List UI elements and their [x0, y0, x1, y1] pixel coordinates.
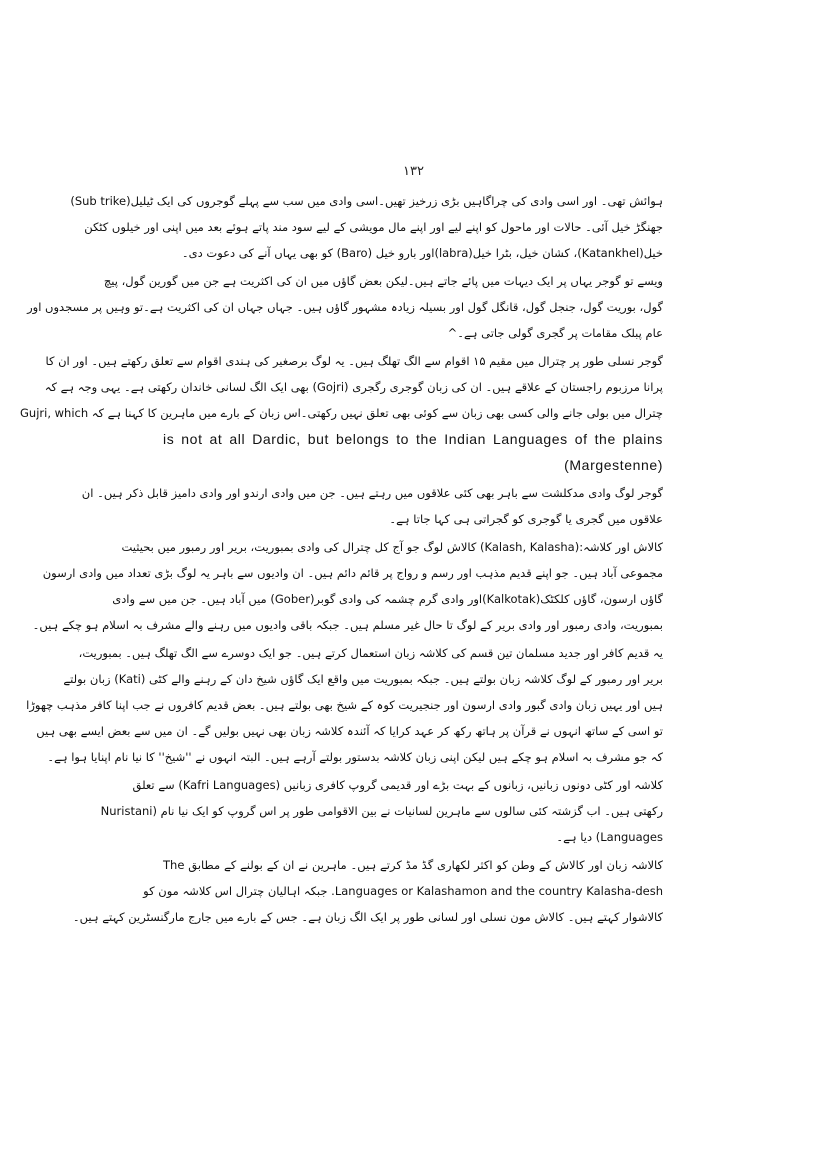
paragraph-line: کالاشہ زبان اور کالاش کے وطن کو اکثر لکھاری گڈ مڈ کرتے ہیں۔ ماہرین نے ان کے بولنے کے مطابق The [163, 858, 663, 872]
paragraph-line: مجموعی آباد ہیں۔ جو اپنے قدیم مذہب اور رسم و رواج پر قائم دائم ہیں۔ ان وادیوں سے باہر یہ لوگ بڑی تعداد میں وادی ارسون [42, 566, 663, 580]
paragraph-5 [32, 534, 663, 638]
paragraph-line: یہ قدیم کافر اور جدید مسلمان تین قسم کی کلاشہ زبان استعمال کرتے ہیں۔ جو ایک دوسرے سے الگ تھلگ ہیں۔ بمبوریت، [78, 646, 663, 660]
text-column [20, 188, 663, 932]
paragraph-line: بمبوریت، وادی رمبور اور وادی بریر کے لوگ تا حال غیر مسلم ہیں۔ جبکہ باقی وادیوں میں رہنے والے مشرف بہ اسلام ہو چکے ہیں۔ [32, 618, 663, 632]
paragraph-line: جھنگڑ خیل آئی۔ حالات اور ماحول کو اپنے لیے اور اپنے مال مویشی کے لیے سود مند پاتے ہوئے بعد میں اپنی اور خیلوں کٹکن [84, 220, 663, 234]
paragraph-4 [81, 480, 663, 532]
paragraph-line: چترال میں بولی جانے والی کسی بھی زبان سے کوئی بھی تعلق نہیں رکھتی۔اس زبان کے بارے میں ماہرین کا کہنا ہے کہ Gujri, which [20, 406, 663, 420]
paragraph-line: ہیں اور یہیں زبان وادی گبور وادی ارسون اور جنجیریت کوہ کے شیخ بھی بولتے ہیں۔ بعض قدیم کافروں نے جب اپنا کافر مذہب چھوڑا [26, 698, 663, 712]
paragraph-2 [27, 268, 663, 346]
paragraph-line: Languages or Kalashamon and the country Kalasha-desh. جبکہ اہالیان چترال اس کلاشہ مون کو [143, 884, 663, 898]
paragraph-line: خیل(Katankhel)، کشان خیل، بٹرا خیل(labra)اور بارو خیل (Baro) کو بھی یہاں آنے کی دعوت دی۔ [181, 246, 663, 260]
paragraph-1 [70, 188, 663, 266]
paragraph-line: رکھتی ہیں۔ اب گزشتہ کئی سالوں سے ماہرین لسانیات نے بین الاقوامی طور پر اس گروپ کو ایک نیا نام (Nuristani [100, 804, 663, 818]
paragraph-line: تو اسی کے ساتھ انہوں نے قرآن پر ہاتھ رکھ کر عہد کرایا کہ آئندہ کلاشہ زبان بھی نہیں بولیں گے۔ ان میں سے بعض ایسے بھی ہیں [36, 724, 663, 738]
paragraph-7 [100, 772, 663, 850]
english-quote-line: is not at all Dardic, but belongs to the Indian Languages of the plains [163, 431, 663, 447]
paragraph-line: کلاشہ اور کٹی دونوں زبانیں، زبانوں کے بہت بڑے اور قدیمی گروپ کافری زبانیں (Kafri Languages) سے تعلق [132, 778, 663, 792]
citation-line: (Margestenne) [564, 457, 663, 473]
paragraph-line: کالاشوار کہتے ہیں۔ کالاش مون نسلی اور لسانی طور پر ایک الگ زبان ہے۔ جس کے بارے میں جارج مارگنسٹرین کہتے ہیں۔ [72, 910, 663, 924]
paragraph-line: علاقوں میں گجری یا گوجری کو گجراتی ہی کہا جاتا ہے۔ [389, 512, 663, 526]
paragraph-line: گاؤں ارسون، گاؤں کلکٹک(Kalkotak)اور وادی گرم چشمہ کی وادی گوبر(Gober) میں آباد ہیں۔ جن میں سے وادی [112, 592, 663, 606]
paragraph-line: گوجر نسلی طور پر چترال میں مقیم ۱۵ اقوام سے الگ تھلگ ہیں۔ یہ لوگ برصغیر کی ہندی اقوام سے تعلق رکھتے ہیں۔ اور ان کا [45, 354, 663, 368]
paragraph-line: Languages) دیا ہے۔ [556, 830, 663, 844]
paragraph-3 [20, 348, 663, 478]
paragraph-line: بریر اور رمبور کے لوگ کلاشہ زبان بولتے ہیں۔ جبکہ بمبوریت میں واقع ایک گاؤں شیخ دان کے رہنے والے کٹی (Kati) زبان بولتے [63, 672, 663, 686]
paragraph-line: کالاش اور کلاشہ:(Kalash, Kalasha) کالاش لوگ جو آج کل چترال کی وادی بمبوریت، بریر اور رمبور میں بحیثیت [121, 540, 663, 554]
paragraph-line: ہوائش تھی۔ اور اسی وادی کی چراگاہیں بڑی زرخیز تھیں۔اسی وادی میں سب سے پہلے گوجروں کی ایک ٹیلیل(Sub trike) [70, 194, 663, 208]
paragraph-8 [72, 852, 663, 930]
page-number: ۱۳۲ [403, 164, 424, 179]
paragraph-line: پرانا مرزبوم راجستان کے علاقے ہیں۔ ان کی زبان گوجری رگجری (Gojri) بھی ایک الگ لسانی خاندان رکھتی ہے۔ یہی وجہ ہے کہ [44, 380, 663, 394]
paragraph-6 [26, 640, 663, 770]
paragraph-line: ویسے تو گوجر یہاں پر ایک دیہات میں پائے جاتے ہیں۔لیکن بعض گاؤں میں ان کی اکثریت ہے جن میں گورین گول، پیچ [103, 274, 663, 288]
paragraph-line: کہ جو مشرف بہ اسلام ہو چکے ہیں لیکن اپنی زبان کلاشہ بدستور بولتے آرہے ہیں۔ البتہ انہوں نے ''شیخ'' کا نیا نام اپنایا ہوا ہے۔ [47, 750, 663, 764]
paragraph-line: گول، بوریت گول، جنجل گول، قانگل گول اور بسیلہ زیادہ مشہور گاؤں ہیں۔ جہاں جہاں ان کی اکثریت ہے۔تو وہیں پر مسجدوں اور [27, 300, 663, 314]
paragraph-line: گوجر لوگ وادی مدکلشت سے باہر بھی کئی علاقوں میں رہتے ہیں۔ جن میں وادی ارندو اور وادی دامیز قابل ذکر ہیں۔ ان [81, 486, 663, 500]
paragraph-line: عام پبلک مقامات پر گجری گولی جاتی ہے۔^ [447, 326, 663, 340]
